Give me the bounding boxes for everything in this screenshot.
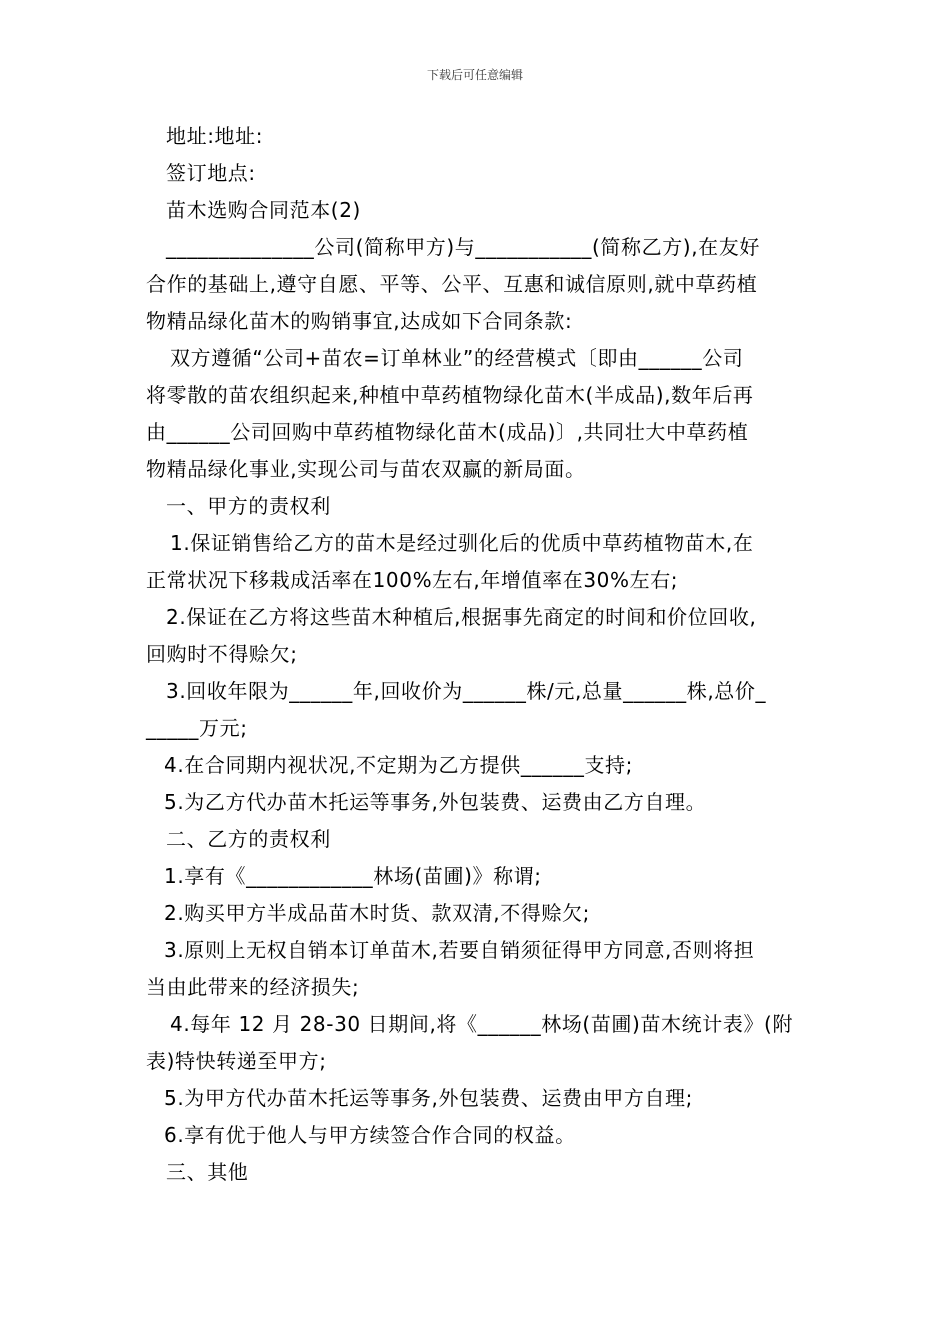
- section-2-item-1: 1.享有《____________林场(苗圃)》称谓;: [164, 864, 542, 888]
- document-body: [146, 118, 809, 1191]
- section-1-item-4: 4.在合同期内视状况,不定期为乙方提供______支持;: [164, 753, 633, 777]
- intro-line: 合作的基础上,遵守自愿、平等、公平、互惠和诚信原则,就中草药植: [146, 272, 758, 296]
- intro-line: ______________公司(简称甲方)与___________(简称乙方),在友好: [166, 235, 760, 259]
- model-line: 物精品绿化事业,实现公司与苗农双赢的新局面。: [146, 457, 586, 481]
- contract-title: 苗木选购合同范本(2): [166, 198, 361, 222]
- intro-paragraph: [146, 229, 809, 340]
- section-1-item-1: [146, 525, 809, 599]
- address-line: 地址:地址:: [166, 124, 264, 148]
- clause-line: _____万元;: [146, 716, 248, 740]
- section-2-item-5: 5.为甲方代办苗木托运等事务,外包装费、运费由甲方自理;: [164, 1086, 693, 1110]
- clause-line: 表)特快转递至甲方;: [146, 1049, 327, 1073]
- clause-line: 3.原则上无权自销本订单苗木,若要自销须征得甲方同意,否则将担: [164, 938, 755, 962]
- clause-line: 1.保证销售给乙方的苗木是经过驯化后的优质中草药植物苗木,在: [170, 531, 754, 555]
- section-2-heading: 二、乙方的责权利: [166, 827, 331, 851]
- model-line: 由______公司回购中草药植物绿化苗木(成品)〕,共同壮大中草药植: [146, 420, 749, 444]
- model-line: 将零散的苗农组织起来,种植中草药植物绿化苗木(半成品),数年后再: [146, 383, 754, 407]
- clause-line: 正常状况下移栽成活率在100%左右,年增值率在30%左右;: [146, 568, 679, 592]
- model-line: 双方遵循“公司+苗农=订单林业”的经营模式〔即由______公司: [170, 346, 744, 370]
- sign-place-line: 签订地点:: [166, 161, 256, 185]
- intro-line: 物精品绿化苗木的购销事宜,达成如下合同条款:: [146, 309, 573, 333]
- section-2-item-3: [146, 932, 809, 1006]
- section-2-item-4: [146, 1006, 809, 1080]
- model-paragraph: [146, 340, 809, 488]
- clause-line: 4.每年 12 月 28-30 日期间,将《______林场(苗圃)苗木统计表》(附: [170, 1012, 794, 1036]
- section-1-item-5: 5.为乙方代办苗木托运等事务,外包装费、运费由乙方自理。: [164, 790, 707, 814]
- section-1-item-2: [146, 599, 809, 673]
- section-2-item-6: 6.享有优于他人与甲方续签合作合同的权益。: [164, 1123, 576, 1147]
- clause-line: 2.保证在乙方将这些苗木种植后,根据事先商定的时间和价位回收,: [166, 605, 757, 629]
- clause-line: 回购时不得赊欠;: [146, 642, 298, 666]
- section-1-heading: 一、甲方的责权利: [166, 494, 331, 518]
- section-3-heading: 三、其他: [166, 1160, 249, 1184]
- clause-line: 3.回收年限为______年,回收价为______株/元,总量______株,总价_: [166, 679, 767, 703]
- clause-line: 当由此带来的经济损失;: [146, 975, 360, 999]
- section-2-item-2: 2.购买甲方半成品苗木时货、款双清,不得赊欠;: [164, 901, 590, 925]
- page-header-note: 下载后可任意编辑: [426, 68, 523, 82]
- section-1-item-3: [146, 673, 809, 747]
